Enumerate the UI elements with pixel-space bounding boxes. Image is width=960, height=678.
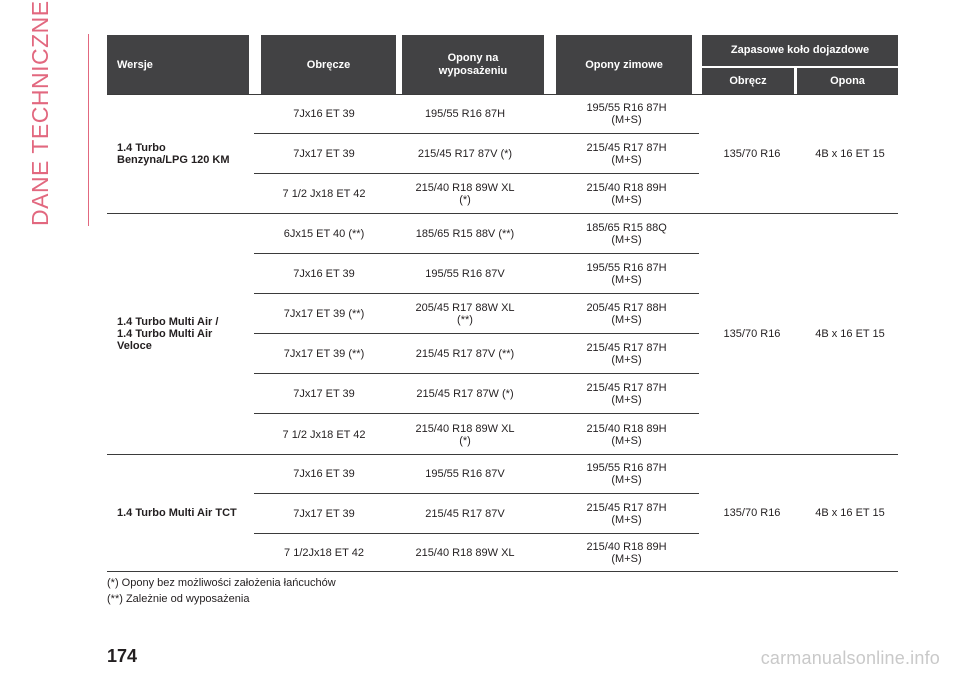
winter-cell: 215/40 R18 89H (M+S)	[586, 182, 667, 206]
table-row	[254, 333, 699, 373]
header-spare-tyre: Opona	[797, 68, 898, 95]
table-row	[254, 493, 699, 533]
table-group	[107, 94, 898, 213]
winter-cell: 195/55 R16 87H (M+S)	[586, 462, 667, 486]
winter-cell: 205/45 R17 88H (M+S)	[586, 301, 667, 326]
table-row	[254, 413, 699, 455]
footnote-1: (*) Opony bez możliwości założenia łańcuchów	[107, 577, 336, 589]
section-divider	[88, 34, 89, 226]
table-group	[107, 454, 898, 572]
table-row	[254, 133, 699, 173]
tyre-cell: 195/55 R16 87V	[425, 267, 505, 280]
winter-cell: 215/45 R17 87H (M+S)	[586, 341, 667, 366]
winter-cell: 215/40 R18 89H (M+S)	[586, 422, 667, 447]
header-winter: Opony zimowe	[556, 35, 692, 95]
table-group	[107, 213, 898, 454]
tyre-cell: 215/45 R17 87V (*)	[417, 147, 513, 160]
tyre-cell: 185/65 R15 88V (**)	[415, 227, 515, 240]
header-spare-rim: Obręcz	[702, 68, 794, 95]
rim-cell: 7Jx17 ET 39	[293, 387, 355, 400]
winter-cell: 195/55 R16 87H (M+S)	[586, 102, 667, 126]
footnotes	[107, 575, 336, 607]
tyre-cell: 215/40 R18 89W XL (*)	[415, 182, 515, 206]
tyre-cell: 205/45 R17 88W XL (**)	[415, 301, 515, 326]
watermark: carmanualsonline.info	[760, 648, 940, 668]
winter-cell: 195/55 R16 87H (M+S)	[586, 261, 667, 286]
tyre-cell: 215/40 R18 89W XL (*)	[415, 422, 515, 447]
spare-rim-cell: 135/70 R16	[723, 507, 781, 519]
version-label: 1.4 Turbo Multi Air TCT	[117, 507, 237, 519]
table-row	[254, 293, 699, 333]
header-tyres: Opony na wyposażeniu	[402, 35, 544, 95]
rim-cell: 7Jx16 ET 39	[293, 108, 355, 120]
tyre-cell: 195/55 R16 87H	[424, 108, 506, 120]
winter-cell: 215/45 R17 87H (M+S)	[586, 381, 667, 406]
footnote-2: (**) Zależnie od wyposażenia	[107, 593, 250, 605]
table-row	[254, 214, 699, 253]
rim-cell: 7Jx17 ET 39	[293, 147, 355, 160]
table-row	[254, 95, 699, 133]
spare-rim-cell: 135/70 R16	[723, 148, 781, 160]
spare-tyre-cell: 4B x 16 ET 15	[815, 507, 885, 519]
tyre-cell: 195/55 R16 87V	[425, 468, 505, 480]
spare-tyre-cell: 4B x 16 ET 15	[815, 148, 885, 160]
tyre-cell: 215/45 R17 87V (**)	[415, 347, 515, 360]
rim-cell: 7 1/2Jx18 ET 42	[284, 547, 364, 559]
winter-cell: 215/45 R17 87H (M+S)	[586, 141, 667, 166]
rim-cell: 7Jx17 ET 39 (**)	[283, 307, 365, 320]
rim-cell: 7Jx17 ET 39	[293, 507, 355, 520]
header-spare: Zapasowe koło dojazdowe	[702, 35, 898, 66]
header-rims: Obręcze	[261, 35, 396, 95]
header-versions: Wersje	[107, 35, 249, 95]
rim-cell: 7Jx16 ET 39	[293, 267, 355, 280]
rim-cell: 7 1/2 Jx18 ET 42	[282, 428, 366, 441]
rim-cell: 7Jx16 ET 39	[293, 468, 355, 480]
version-label: 1.4 Turbo Benzyna/LPG 120 KM	[117, 142, 230, 166]
rim-cell: 7 1/2 Jx18 ET 42	[282, 188, 366, 200]
spare-rim-cell: 135/70 R16	[723, 328, 781, 340]
rim-cell: 7Jx17 ET 39 (**)	[283, 347, 365, 360]
table-row	[254, 253, 699, 293]
version-label: 1.4 Turbo Multi Air / 1.4 Turbo Multi Air Veloce	[117, 316, 219, 352]
tyre-cell: 215/45 R17 87V	[425, 507, 505, 520]
winter-cell: 185/65 R15 88Q (M+S)	[586, 221, 667, 246]
winter-cell: 215/40 R18 89H (M+S)	[586, 541, 667, 565]
tyre-cell: 215/45 R17 87W (*)	[416, 387, 514, 400]
table-row	[254, 533, 699, 572]
section-title: DANE TECHNICZNE	[27, 0, 53, 226]
page-number: 174	[107, 646, 138, 666]
tyre-cell: 215/40 R18 89W XL	[415, 547, 515, 559]
rim-cell: 6Jx15 ET 40 (**)	[283, 227, 365, 240]
table-row	[254, 455, 699, 493]
table-row	[254, 373, 699, 413]
spare-tyre-cell: 4B x 16 ET 15	[815, 328, 885, 340]
table-row	[254, 173, 699, 214]
winter-cell: 215/45 R17 87H (M+S)	[586, 501, 667, 526]
